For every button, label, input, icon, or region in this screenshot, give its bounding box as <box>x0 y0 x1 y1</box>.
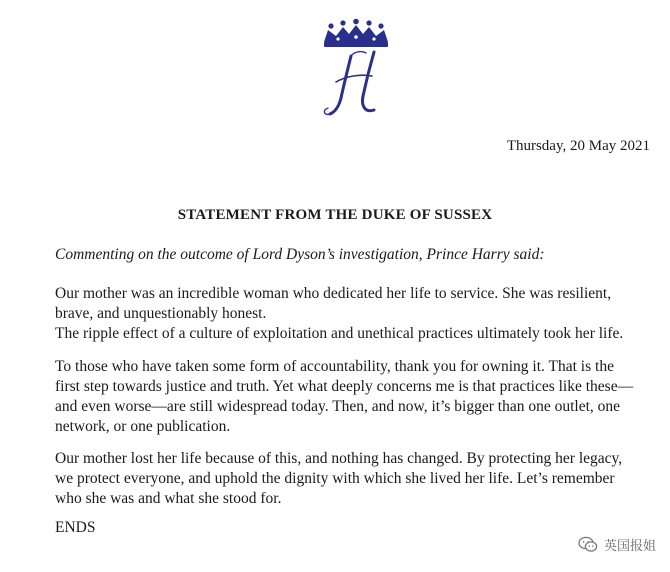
source-watermark <box>578 535 656 554</box>
statement-paragraph-2 <box>55 357 633 437</box>
paragraph-line: The ripple effect of a culture of exploitation and unethical practices ultimately took her life. <box>55 325 624 342</box>
statement-date: Thursday, 20 May 2021 <box>506 138 650 154</box>
paragraph-line: we protect everyone, and uphold the dignity with which she lived her life. Let’s remember <box>55 470 615 487</box>
wechat-icon <box>578 536 598 553</box>
paragraph-line: Our mother lost her life because of this, and nothing has changed. By protecting her legacy, <box>55 450 623 467</box>
statement-ends: ENDS <box>55 519 96 536</box>
paragraph-line: brave, and unquestionably honest. <box>55 305 267 322</box>
paragraph-line: first step towards justice and truth. Yet what deeply concerns me is that practices like these— <box>55 378 634 395</box>
paragraph-line: To those who have taken some form of accountability, thank you for owning it. That is the <box>55 358 614 375</box>
paragraph-line: Our mother was an incredible woman who dedicated her life to service. She was resilient, <box>55 285 612 302</box>
statement-paragraph-3 <box>55 449 622 509</box>
paragraph-line: network, or one publication. <box>55 418 231 435</box>
watermark-text: 英国报姐 <box>603 539 656 554</box>
statement-title: STATEMENT FROM THE DUKE OF SUSSEX <box>177 207 493 223</box>
royal-monogram <box>314 18 398 122</box>
paragraph-line: who she was and what she stood for. <box>55 490 282 507</box>
crown-monogram-icon <box>314 18 398 122</box>
statement-paragraph-1 <box>55 284 623 344</box>
paragraph-line: and even worse—are still widespread today. Then, and now, it’s bigger than one outlet, one <box>55 398 621 415</box>
statement-intro: Commenting on the outcome of Lord Dyson’s investigation, Prince Harry said: <box>55 246 545 263</box>
